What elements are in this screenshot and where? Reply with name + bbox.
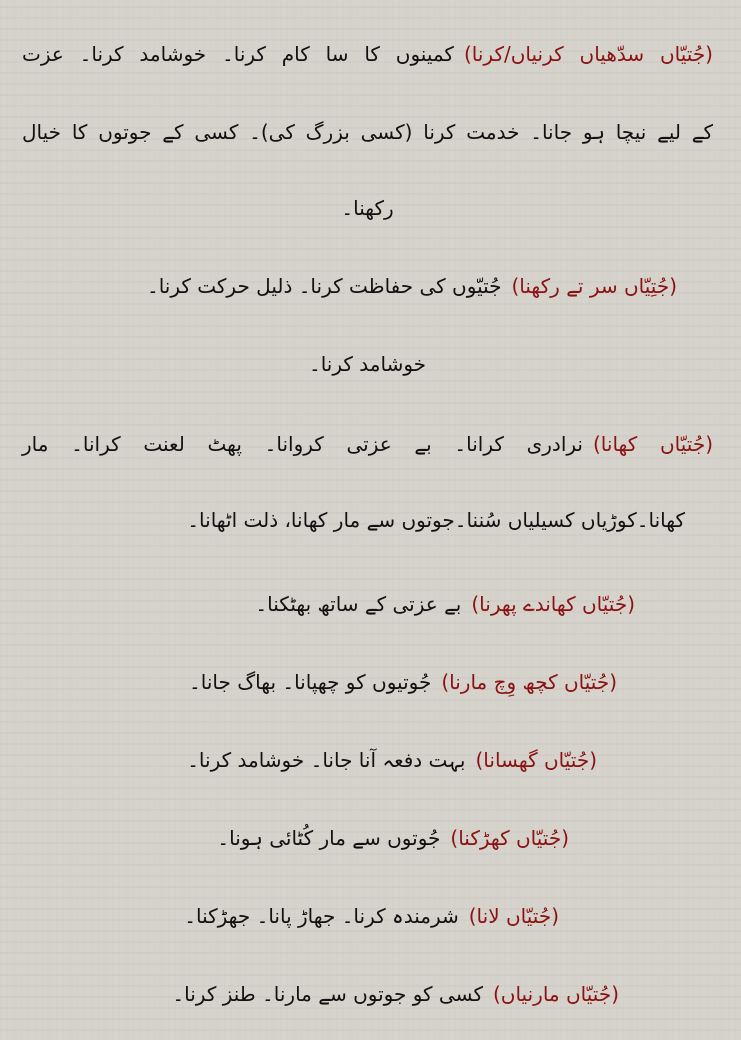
entry-definition: جُتیّوں کی حفاظت کرنا۔ ذلیل حرکت کرنا۔ bbox=[146, 274, 502, 298]
entry-term: (جُتیّاں کھڑکنا) bbox=[450, 826, 569, 850]
entry-definition: کسی کو جوتوں سے مارنا۔ طنز کرنا۔ bbox=[172, 982, 483, 1006]
entry-line-4 bbox=[22, 266, 677, 306]
entry-definition: بے عزتی کے ساتھ بھٹکنا۔ bbox=[255, 592, 462, 616]
entry-definition: کمینوں کا سا کام کرنا۔ خوشامد کرنا۔ عزت bbox=[22, 42, 454, 66]
entry-term: (جُتیّاں کھانا) bbox=[592, 432, 714, 456]
entry-definition: بہت دفعہ آنا جانا۔ خوشامد کرنا۔ bbox=[187, 748, 466, 772]
entry-definition: شرمندہ کرنا۔ جھاڑ پانا۔ جھڑکنا۔ bbox=[184, 904, 459, 928]
entry-line-9 bbox=[22, 662, 617, 702]
entry-line-6 bbox=[22, 424, 713, 464]
entry-line-13 bbox=[22, 974, 619, 1014]
entry-line-7 bbox=[22, 500, 685, 540]
entry-definition: رکھنا۔ bbox=[341, 196, 394, 220]
entry-term: (جُتِیّاں سر تے رکھنا) bbox=[511, 274, 677, 298]
entry-definition: جُوتوں سے مار کُٹائی ہونا۔ bbox=[217, 826, 441, 850]
entry-line-12 bbox=[22, 896, 559, 936]
entry-definition: جُوتیوں کو چھپانا۔ بھاگ جانا۔ bbox=[189, 670, 432, 694]
entry-definition: کے لیے نیچا ہو جانا۔ خدمت کرنا (کسی بزرگ کی)۔ کسی کے جوتوں کا خیال bbox=[22, 120, 713, 144]
entry-term: (جُتیّاں گھسانا) bbox=[475, 748, 597, 772]
entry-line-1 bbox=[22, 34, 713, 74]
entry-definition: نرادری کرانا۔ بے عزتی کروانا۔ پھٹ لعنت کرانا۔ مار bbox=[22, 432, 583, 456]
entry-definition: کھانا۔کوڑیاں کسیلیاں سُننا۔جوتوں سے مار کھانا، ذلت اٹھانا۔ bbox=[187, 508, 685, 532]
entry-line-3 bbox=[22, 188, 713, 228]
entry-term: (جُتیّاں کچھ وِچ مارنا) bbox=[441, 670, 617, 694]
entry-line-5 bbox=[22, 344, 713, 384]
entry-line-11 bbox=[22, 818, 569, 858]
entry-term: (جُتیّاں لانا) bbox=[468, 904, 559, 928]
entry-line-10 bbox=[22, 740, 597, 780]
entry-term: (جُتیّاں مارنیاں) bbox=[492, 982, 619, 1006]
entry-term: (جُتیّاں سدّھیاں کرنیاں/کرنا) bbox=[463, 42, 713, 66]
entry-line-2 bbox=[22, 112, 713, 152]
entry-line-8 bbox=[22, 584, 635, 624]
entry-term: (جُتیّاں کھاندے پھرنا) bbox=[471, 592, 635, 616]
entry-definition: خوشامد کرنا۔ bbox=[308, 352, 427, 376]
